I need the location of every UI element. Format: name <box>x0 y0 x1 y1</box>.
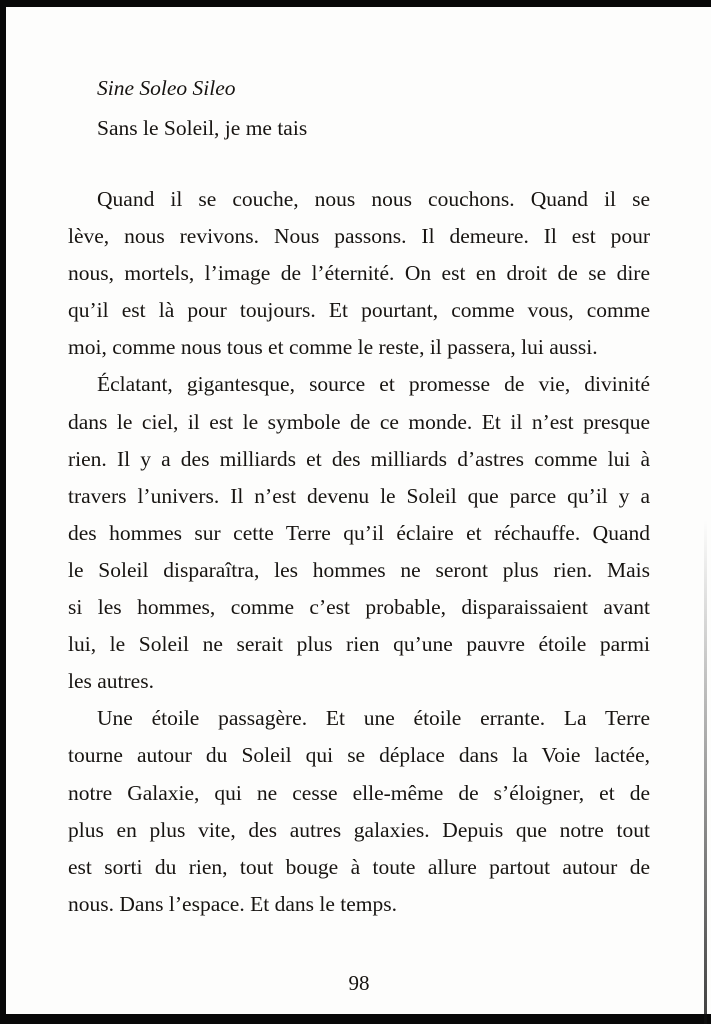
text-line: plus en plus vite, des autres galaxies. Depuis que notre tout <box>68 817 650 842</box>
text-line: nous, mortels, l’image de l’éternité. On est en droit de se dire <box>68 261 650 286</box>
book-page <box>6 7 711 1014</box>
text-line: Quand il se couche, nous nous couchons. Quand il se <box>97 187 650 211</box>
paragraph <box>68 700 650 923</box>
text-line: moi, comme nous tous et comme le reste, il passera, lui aussi. <box>68 335 598 360</box>
text-line: qu’il est là pour toujours. Et pourtant, comme vous, comme <box>68 298 650 323</box>
text-line: les autres. <box>68 669 154 694</box>
epigraph <box>68 68 650 148</box>
text-line: travers l’univers. Il n’est devenu le Soleil que parce qu’il y a <box>68 483 650 508</box>
text-line: nous. Dans l’espace. Et dans le temps. <box>68 891 397 916</box>
text-line: notre Galaxie, qui ne cesse elle-même de s’éloigner, et de <box>68 780 650 805</box>
paragraph <box>68 366 650 700</box>
text-line: si les hommes, comme c’est probable, disparaissaient avant <box>68 595 650 620</box>
page-number: 98 <box>348 971 370 995</box>
text-line: le Soleil disparaîtra, les hommes ne seront plus rien. Mais <box>68 557 650 582</box>
text-line: rien. Il y a des milliards et des milliards d’astres comme lui à <box>68 446 650 471</box>
epigraph-latin: Sine Soleo Sileo <box>97 76 236 100</box>
text-line: dans le ciel, il est le symbole de ce monde. Et il n’est presque <box>68 409 650 434</box>
text-line: lève, nous revivons. Nous passons. Il demeure. Il est pour <box>68 224 650 249</box>
text-line: des hommes sur cette Terre qu’il éclaire et réchauffe. Quand <box>68 520 650 545</box>
page-text <box>68 181 650 923</box>
text-line: est sorti du rien, tout bouge à toute allure partout autour de <box>68 854 650 879</box>
text-line: lui, le Soleil ne serait plus rien qu’une pauvre étoile parmi <box>68 632 650 657</box>
paragraph <box>68 181 650 366</box>
text-line: Une étoile passagère. Et une étoile errante. La Terre <box>97 706 650 731</box>
epigraph-translation: Sans le Soleil, je me tais <box>97 116 308 140</box>
text-line: tourne autour du Soleil qui se déplace dans la Voie lactée, <box>68 743 650 768</box>
text-line: Éclatant, gigantesque, source et promesse de vie, divinité <box>97 372 650 397</box>
